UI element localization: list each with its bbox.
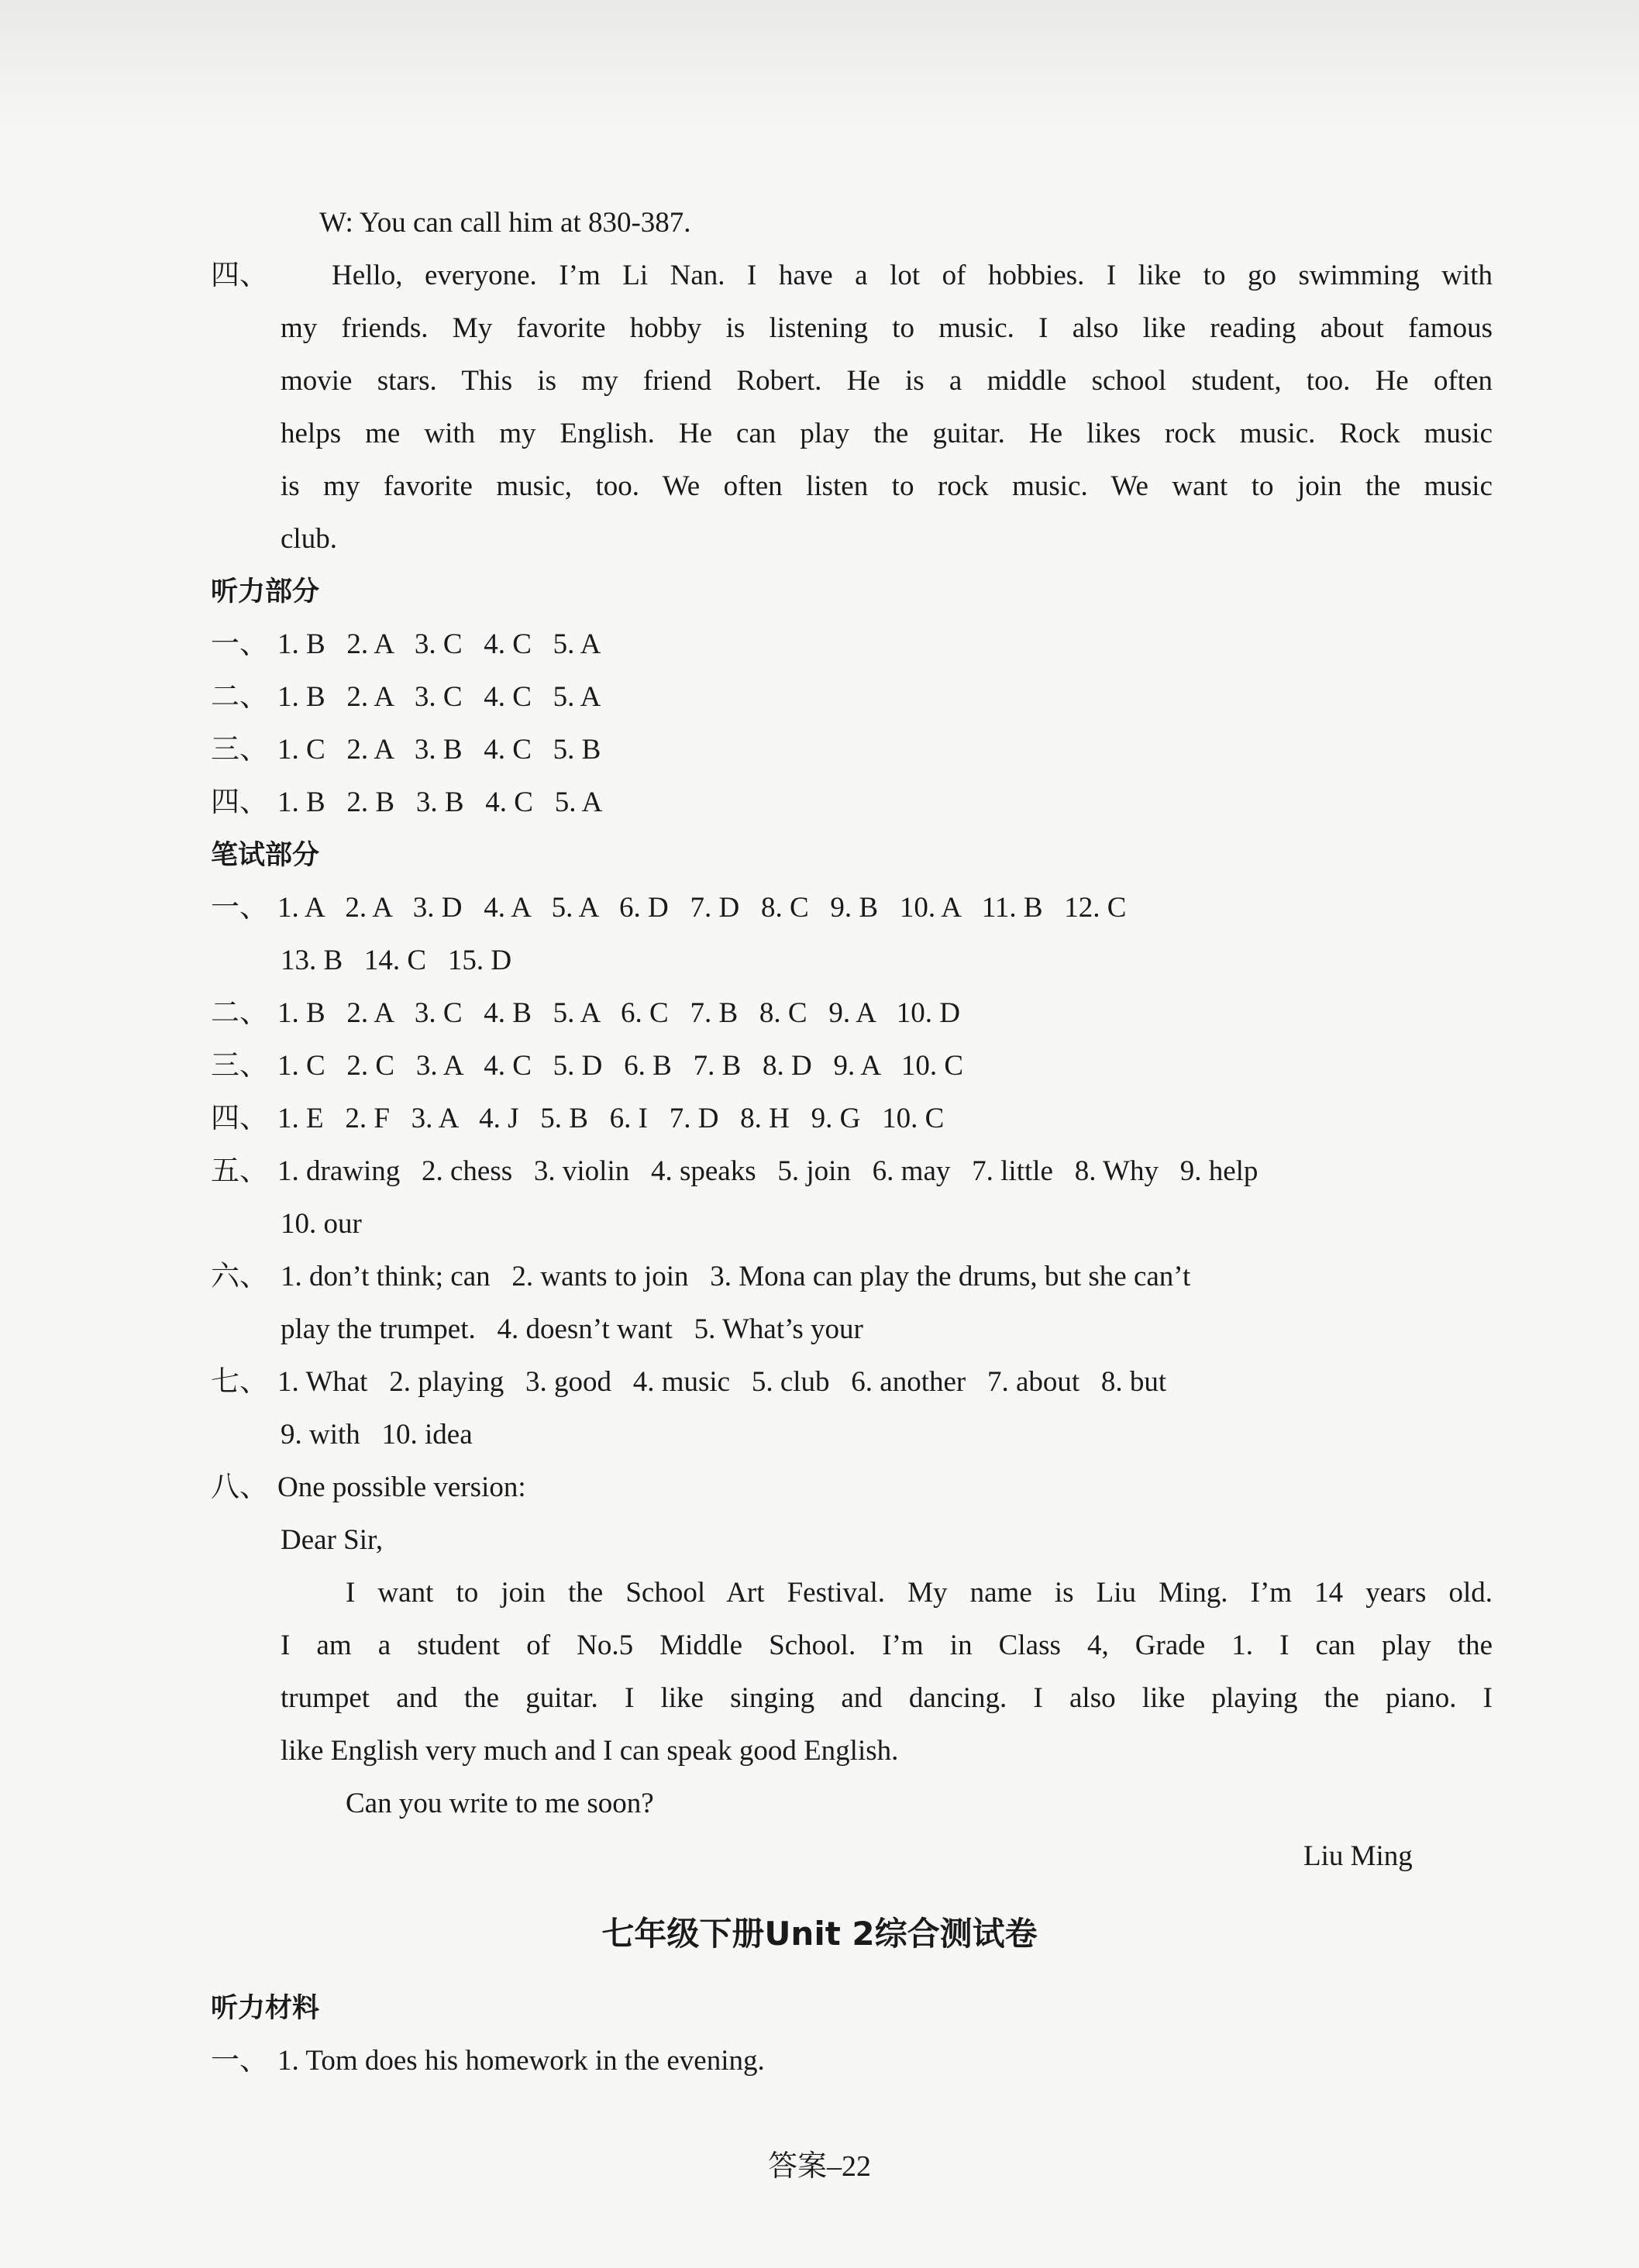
letter-line-4: like English very much and I can speak good English. <box>281 1735 899 1767</box>
letter-signature: Liu Ming <box>1303 1840 1413 1872</box>
dialogue-line-w: W: You can call him at 830-387. <box>319 207 691 239</box>
listening-material-heading: 听力材料 <box>211 1993 320 2024</box>
written-row-5-marker: 五、 <box>211 1155 268 1187</box>
written-row-7-marker: 七、 <box>211 1366 268 1398</box>
written-row-8-answers: One possible version: <box>277 1471 526 1503</box>
listening-row-2-marker: 二、 <box>211 681 268 713</box>
written-row-2-marker: 二、 <box>211 997 268 1029</box>
passage-line-1: Hello, everyone. I’m Li Nan. I have a lot of hobbies. I like to go swimming with <box>332 260 1493 291</box>
written-row-7-continuation: 9. with 10. idea <box>281 1419 473 1451</box>
written-row-3-answers: 1. C 2. C 3. A 4. C 5. D 6. B 7. B 8. D 9. A 10. C <box>277 1050 964 1082</box>
listening-row-2-answers: 1. B 2. A 3. C 4. C 5. A <box>277 681 601 713</box>
listening-row-3-marker: 三、 <box>211 734 268 766</box>
unit2-section-1-marker: 一、 <box>211 2045 268 2077</box>
letter-line-3: trumpet and the guitar. I like singing and dancing. I also like playing the piano. I <box>281 1682 1493 1714</box>
listening-row-4-marker: 四、 <box>211 786 268 818</box>
listening-row-4-answers: 1. B 2. B 3. B 4. C 5. A <box>277 786 603 818</box>
written-part-heading: 笔试部分 <box>211 840 320 871</box>
written-row-2-answers: 1. B 2. A 3. C 4. B 5. A 6. C 7. B 8. C 9. A 10. D <box>277 997 960 1029</box>
written-row-1-marker: 一、 <box>211 892 268 924</box>
written-row-1-continuation: 13. B 14. C 15. D <box>281 945 512 976</box>
passage-line-5: is my favorite music, too. We often listen to rock music. We want to join the music <box>281 470 1493 502</box>
passage-line-3: movie stars. This is my friend Robert. He is a middle school student, too. He often <box>281 365 1493 397</box>
written-row-5-answers: 1. drawing 2. chess 3. violin 4. speaks 5. join 6. may 7. little 8. Why 9. help <box>277 1155 1259 1187</box>
written-row-4-answers: 1. E 2. F 3. A 4. J 5. B 6. I 7. D 8. H 9. G 10. C <box>277 1103 945 1134</box>
written-row-1-answers: 1. A 2. A 3. D 4. A 5. A 6. D 7. D 8. C 9. B 10. A 11. B 12. C <box>277 892 1127 924</box>
letter-greeting: Dear Sir, <box>281 1524 384 1556</box>
listening-row-3-answers: 1. C 2. A 3. B 4. C 5. B <box>277 734 601 766</box>
written-row-6-answers: 1. don’t think; can 2. wants to join 3. Mona can play the drums, but she can’t <box>281 1261 1191 1292</box>
written-row-5-continuation: 10. our <box>281 1208 362 1240</box>
written-row-4-marker: 四、 <box>211 1103 268 1134</box>
listening-part-heading: 听力部分 <box>211 576 320 607</box>
passage-line-4: helps me with my English. He can play the guitar. He likes rock music. Rock music <box>281 418 1493 449</box>
passage-line-2: my friends. My favorite hobby is listening to music. I also like reading about famous <box>281 312 1493 344</box>
written-row-6-continuation: play the trumpet. 4. doesn’t want 5. What’s your <box>281 1313 863 1345</box>
section-marker-4: 四、 <box>211 260 268 291</box>
written-row-6-marker: 六、 <box>211 1261 268 1292</box>
listening-row-1-marker: 一、 <box>211 628 268 660</box>
page-number: 答案–22 <box>767 2150 871 2183</box>
letter-closing-question: Can you write to me soon? <box>346 1788 654 1819</box>
passage-line-6: club. <box>281 523 337 555</box>
unit2-line-1: 1. Tom does his homework in the evening. <box>277 2045 765 2077</box>
unit2-title: 七年级下册Unit 2综合测试卷 <box>601 1915 1038 1953</box>
listening-row-1-answers: 1. B 2. A 3. C 4. C 5. A <box>277 628 601 660</box>
written-row-8-marker: 八、 <box>211 1471 268 1503</box>
written-row-3-marker: 三、 <box>211 1050 268 1082</box>
letter-line-2: I am a student of No.5 Middle School. I’m in Class 4, Grade 1. I can play the <box>281 1630 1493 1661</box>
letter-line-1: I want to join the School Art Festival. My name is Liu Ming. I’m 14 years old. <box>346 1577 1493 1609</box>
written-row-7-answers: 1. What 2. playing 3. good 4. music 5. club 6. another 7. about 8. but <box>277 1366 1167 1398</box>
